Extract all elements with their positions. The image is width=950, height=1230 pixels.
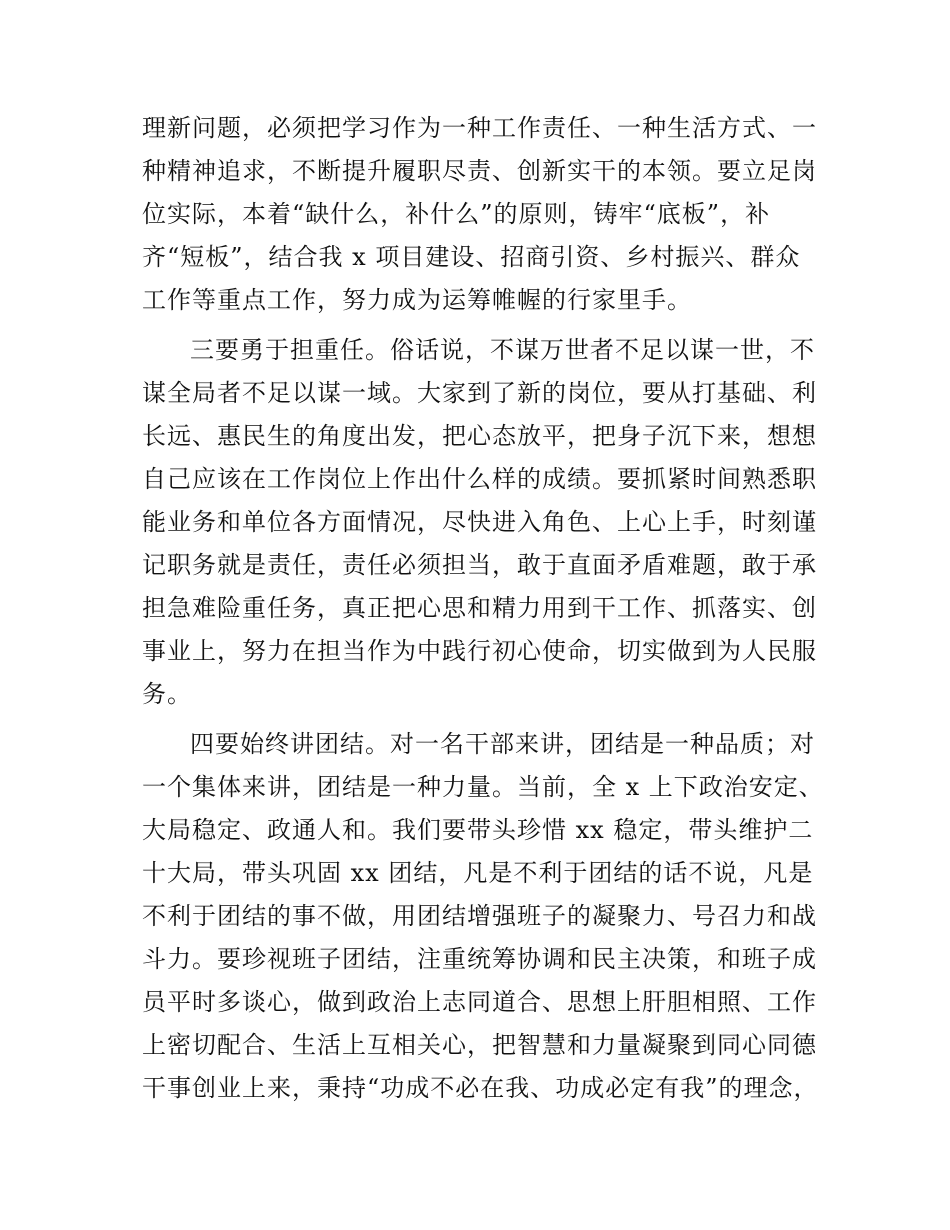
paragraph-2-line-9: 务。 [142,680,192,708]
paragraph-1-line-4: 齐“短板”，结合我 x 项目建设、招商引资、乡村振兴、群众 [142,243,801,271]
paragraph-1-line-5: 工作等重点工作，努力成为运筹帷幄的行家里手。 [142,286,692,314]
paragraph-3-line-7: 员平时多谈心，做到政治上志同道合、思想上肝胆相照、工作 [142,988,817,1016]
paragraph-2-line-2: 谋全局者不足以谋一域。大家到了新的岗位，要从打基础、利 [142,379,817,407]
paragraph-3-line-1: 四要始终讲团结。对一名干部来讲，团结是一种品质；对 [190,730,815,758]
paragraph-3-line-8: 上密切配合、生活上互相关心，把智慧和力量凝聚到同心同德 [142,1031,817,1059]
paragraph-2-line-1: 三要勇于担重任。俗话说，不谋万世者不足以谋一世，不 [190,336,815,364]
paragraph-2-line-5: 能业务和单位各方面情况，尽快进入角色、上心上手，时刻谨 [142,508,817,536]
paragraph-1-line-1: 理新问题，必须把学习作为一种工作责任、一种生活方式、一 [142,114,817,142]
paragraph-2-line-3: 长远、惠民生的角度出发，把心态放平，把身子沉下来，想想 [142,422,817,450]
paragraph-3-line-4: 十大局，带头巩固 xx 团结，凡是不利于团结的话不说，凡是 [142,859,814,887]
paragraph-1-line-2: 种精神追求，不断提升履职尽责、创新实干的本领。要立足岗 [142,157,817,185]
paragraph-3-line-6: 斗力。要珍视班子团结，注重统筹协调和民主决策，和班子成 [142,945,817,973]
paragraph-2-line-8: 事业上，努力在担当作为中践行初心使命，切实做到为人民服 [142,637,817,665]
paragraph-2-line-6: 记职务就是责任，责任必须担当，敢于直面矛盾难题，敢于承 [142,551,817,579]
paragraph-3-line-9: 干事创业上来，秉持“功成不必在我、功成必定有我”的理念， [142,1074,819,1102]
paragraph-2-line-7: 担急难险重任务，真正把心思和精力用到干工作、抓落实、创 [142,594,817,622]
paragraph-1-line-3: 位实际，本着“缺什么，补什么”的原则，铸牢“底板”，补 [142,200,771,228]
paragraph-2-line-4: 自己应该在工作岗位上作出什么样的成绩。要抓紧时间熟悉职 [142,465,817,493]
paragraph-3-line-2: 一个集体来讲，团结是一种力量。当前，全 x 上下政治安定、 [142,773,824,801]
paragraph-3-line-5: 不利于团结的事不做，用团结增强班子的凝聚力、号召力和战 [142,902,817,930]
paragraph-3-line-3: 大局稳定、政通人和。我们要带头珍惜 xx 稳定，带头维护二 [142,816,814,844]
